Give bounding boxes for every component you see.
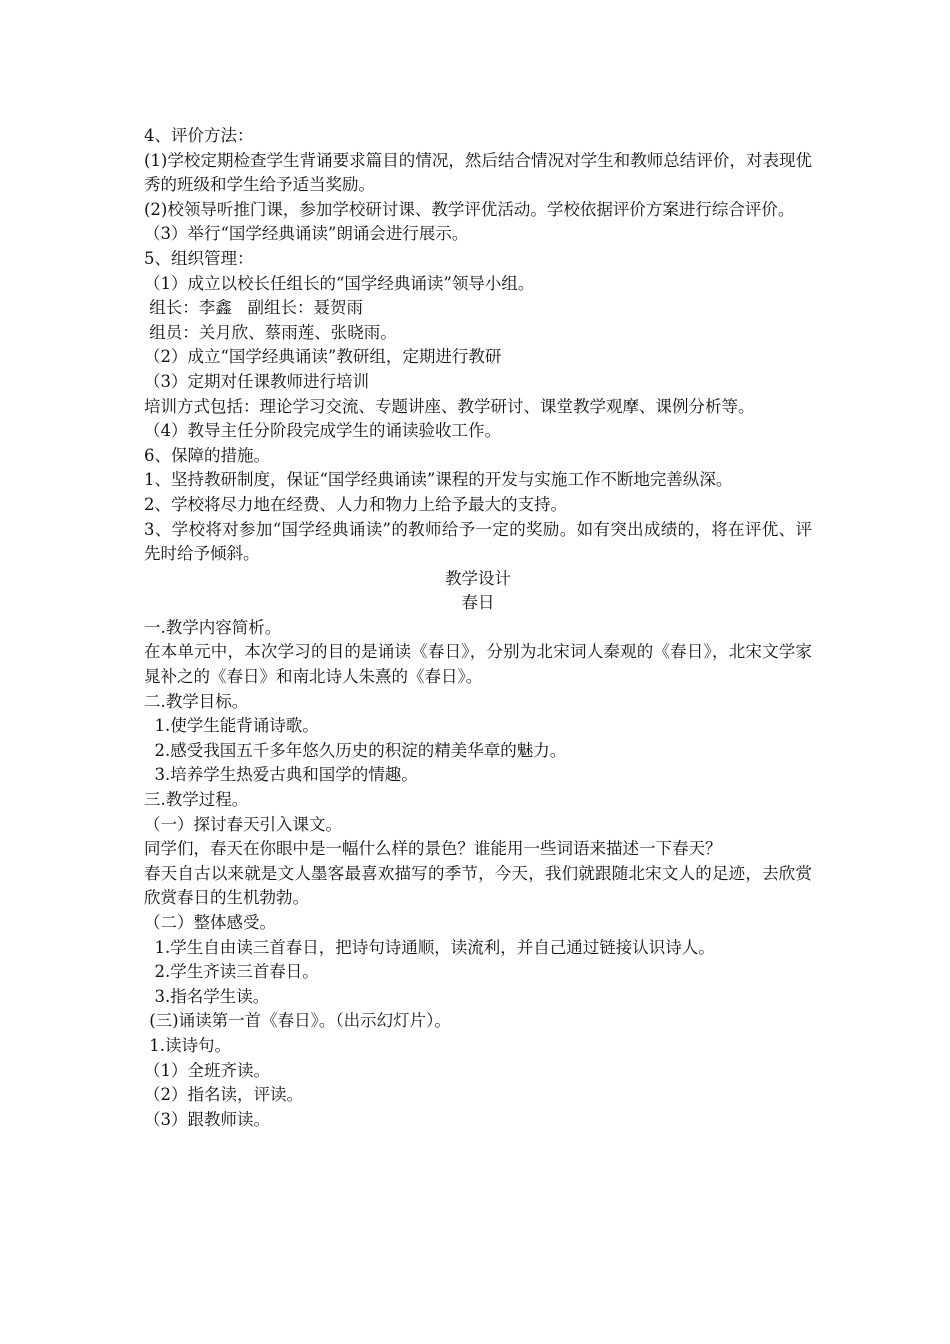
list-item: （3）跟教师读。 xyxy=(144,1109,270,1129)
paragraph: （2）成立“国学经典诵读”教研组，定期进行教研 xyxy=(144,347,502,367)
section-heading-content: 一.教学内容简析。 xyxy=(144,617,282,637)
section-heading-management: 5、组织管理： xyxy=(144,248,254,268)
list-item: （1）全班齐读。 xyxy=(144,1060,270,1080)
paragraph: （1）成立以校长任组长的“国学经典诵读”领导小组。 xyxy=(144,273,535,293)
list-item: 1.使学生能背诵诗歌。 xyxy=(144,716,319,736)
section-heading-measures: 6、保障的措施。 xyxy=(144,445,270,465)
paragraph: 组长：李鑫 副组长：聂贺雨 xyxy=(144,298,363,318)
paragraph: (1)学校定期检查学生背诵要求篇目的情况，然后结合情况对学生和教师总结评价，对表现优秀的班级和学生给予适当奖励。 xyxy=(144,150,812,195)
document-page xyxy=(144,124,812,1132)
paragraph: 组员：关月欣、蔡雨莲、张晓雨。 xyxy=(144,322,397,342)
paragraph: （3）举行“国学经典诵读”朗诵会进行展示。 xyxy=(144,224,469,244)
paragraph: (三)诵读第一首《春日》。（出示幻灯片）。 xyxy=(144,1011,451,1031)
paragraph: 同学们，春天在你眼中是一幅什么样的景色？谁能用一些词语来描述一下春天？ xyxy=(144,839,722,859)
list-item: （2）指名读，评读。 xyxy=(144,1085,303,1105)
lesson-title: 春日 xyxy=(461,593,495,613)
design-title: 教学设计 xyxy=(445,568,511,588)
section-heading-process: 三.教学过程。 xyxy=(144,790,249,810)
paragraph: 2、学校将尽力地在经费、人力和物力上给予最大的支持。 xyxy=(144,494,567,514)
paragraph: 培训方式包括：理论学习交流、专题讲座、教学研讨、课堂教学观摩、课例分析等。 xyxy=(144,396,755,416)
section-heading-evaluation: 4、评价方法： xyxy=(144,126,254,145)
list-item: 3.培养学生热爱古典和国学的情趣。 xyxy=(144,765,418,785)
paragraph: （二）整体感受。 xyxy=(144,913,276,932)
paragraph: （一）探讨春天引入课文。 xyxy=(144,814,342,834)
paragraph: 1、坚持教研制度，保证“国学经典诵读”课程的开发与实施工作不断地完善纵深。 xyxy=(144,470,733,490)
paragraph: 春天自古以来就是文人墨客最喜欢描写的季节，今天，我们就跟随北宋文人的足迹，去欣赏欣赏春日的生机勃勃。 xyxy=(144,863,812,908)
list-item: 2.学生齐读三首春日。 xyxy=(144,962,319,982)
paragraph: (2)校领导听推门课，参加学校研讨课、教学评优活动。学校依据评价方案进行综合评价。 xyxy=(144,199,795,219)
section-heading-goals: 二.教学目标。 xyxy=(144,691,249,711)
paragraph: 3、学校将对参加“国学经典诵读”的教师给予一定的奖励。如有突出成绩的，将在评优、评先时给予倾斜。 xyxy=(144,519,812,564)
paragraph: 在本单元中，本次学习的目的是诵读《春日》，分别为北宋词人秦观的《春日》，北宋文学家晁补之的《春日》和南北诗人朱熹的《春日》。 xyxy=(144,642,812,687)
paragraph: （3）定期对任课教师进行培训 xyxy=(144,371,369,391)
paragraph: 1.读诗句。 xyxy=(144,1035,231,1055)
list-item: 3.指名学生读。 xyxy=(144,986,270,1006)
paragraph: （4）教导主任分阶段完成学生的诵读验收工作。 xyxy=(144,421,501,441)
list-item: 2.感受我国五千多年悠久历史的积淀的精美华章的魅力。 xyxy=(144,740,567,760)
list-item: 1.学生自由读三首春日，把诗句诗通顺，读流利，并自己通过链接认识诗人。 xyxy=(144,937,715,957)
